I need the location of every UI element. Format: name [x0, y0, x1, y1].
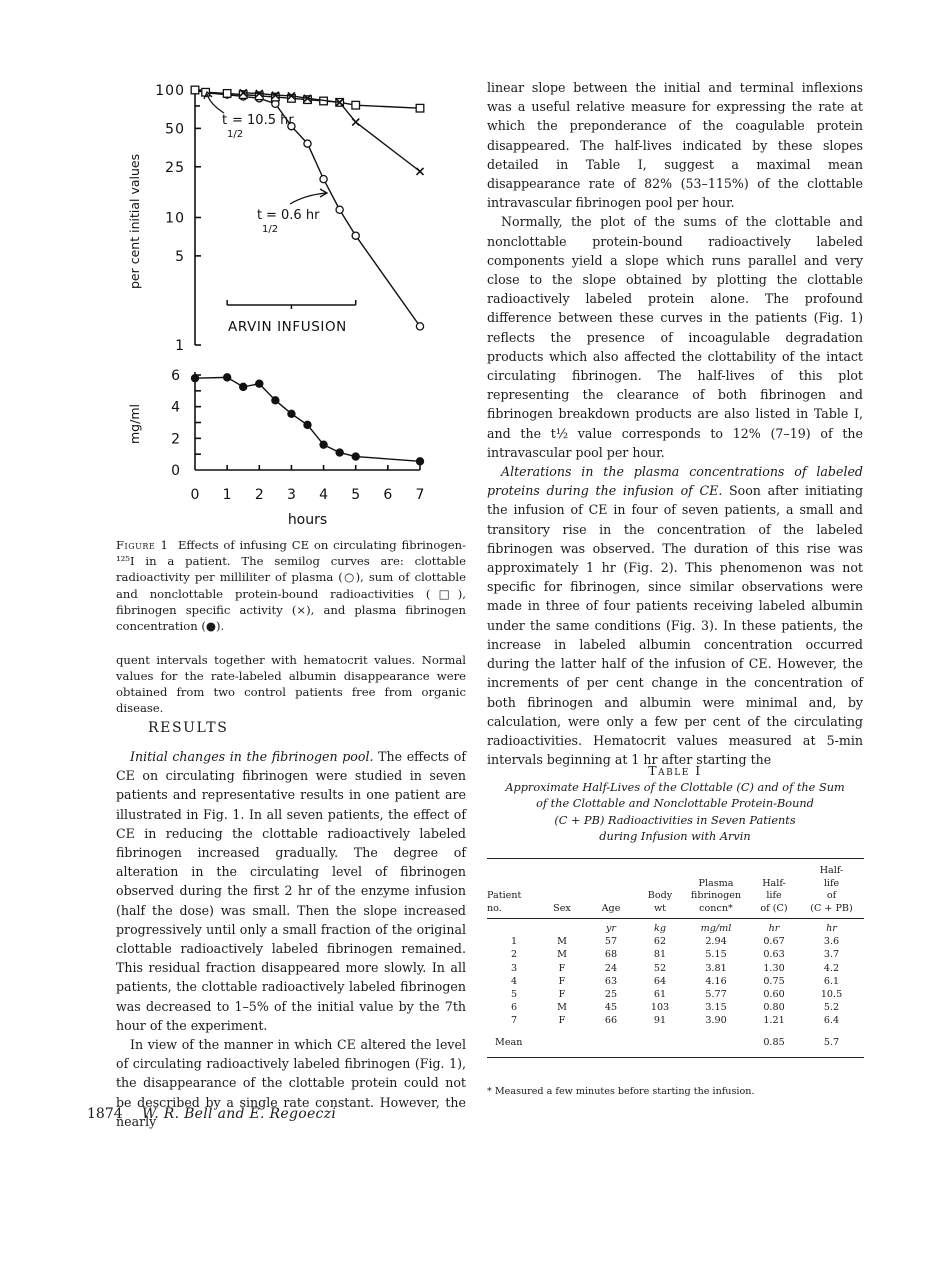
- table-cell: 81: [653, 949, 667, 961]
- data-point-x: [417, 168, 424, 175]
- data-point-square: [223, 90, 231, 98]
- table-cell: 0.80: [763, 1002, 785, 1014]
- running-authors: W. R. Bell and E. Regoeczi: [142, 1106, 337, 1122]
- table-body: [487, 919, 864, 1058]
- data-point-filled-circle: [303, 421, 311, 429]
- data-point-filled-circle: [255, 380, 263, 388]
- table-cell: F: [558, 1015, 566, 1027]
- right-para-1: linear slope between the initial and terminal inflexions was a useful relative measure for expressing the rate at which the preponderance of the coagulable protein disappeared. The half-lives indicated by these slopes detailed in Table I, suggest a maximal mean disappearance rate of 82% (53–115%) of the clottable intravascular fibrinogen pool per hour.: [487, 80, 863, 211]
- left-para-2: In view of the manner in which CE altered the level of circulating radioactively labeled fibrinogen (Fig. 1), the disappearance of the clottable protein could not be described by a single rate constant. However, the nearly: [116, 1037, 466, 1129]
- table-caption-line: during Infusion with Arvin: [599, 830, 751, 844]
- bottom-panel: [127, 368, 424, 528]
- table-cell: 24: [604, 962, 618, 974]
- table-caption-line: (C + PB) Radioactivities in Seven Patients: [554, 813, 796, 827]
- table-row: [487, 935, 864, 948]
- table-cell: 3.15: [705, 1002, 727, 1014]
- left-para-1: [116, 747, 466, 1035]
- arrow-icon: [290, 193, 326, 204]
- table-cell: 3.6: [823, 936, 840, 948]
- x-tick-label: 6: [383, 487, 393, 503]
- table-cell: 5.7: [799, 1028, 864, 1058]
- table-cell: 66: [604, 1015, 618, 1027]
- table-cell: 6.1: [823, 975, 840, 987]
- table-row: [487, 975, 864, 988]
- col-header-sex: Sex: [539, 859, 585, 919]
- table-cell: 103: [650, 1002, 670, 1014]
- table-row: [487, 988, 864, 1001]
- table-cell: 5.2: [823, 1002, 840, 1014]
- unit-cell: [539, 919, 585, 936]
- table-cell: 4: [511, 975, 518, 987]
- unit-cell: mg/ml: [700, 923, 732, 934]
- table-title: Table I: [648, 763, 702, 778]
- table-units-row: [487, 919, 864, 936]
- y-tick-label: 100: [155, 83, 185, 99]
- table-cell: 0.67: [763, 936, 785, 948]
- table-cell: M: [557, 1002, 567, 1014]
- table-cell: 0.75: [763, 975, 785, 987]
- y-tick-label: 2: [171, 431, 180, 448]
- series-line: [195, 377, 420, 461]
- data-point-filled-circle: [223, 373, 231, 381]
- arvin-infusion-label: ARVIN INFUSION: [228, 319, 347, 335]
- annotation-value: = 10.5 hr: [232, 113, 294, 128]
- table-cell: 63: [604, 975, 618, 987]
- table-cell: 4.2: [823, 962, 840, 974]
- table-cell: F: [558, 989, 566, 1001]
- col-header-half-life-cpb: Half- life of (C + PB): [799, 859, 864, 919]
- half-lives-table: [487, 858, 864, 1058]
- table-cell: 7: [511, 1015, 518, 1027]
- table-cell: 0.63: [763, 949, 785, 961]
- data-point-filled-circle: [191, 374, 199, 382]
- table-cell: 3.7: [823, 949, 840, 961]
- annotation-value: = 0.6 hr: [266, 208, 320, 223]
- table-cell: 1.21: [763, 1015, 785, 1027]
- y-tick-label: 4: [171, 399, 180, 416]
- table-cell: 25: [604, 989, 618, 1001]
- col-header-half-life-c: Half- life of (C): [749, 859, 799, 919]
- data-point-filled-circle: [416, 457, 424, 465]
- table-cell: 3.90: [705, 1015, 727, 1027]
- table-header-row: [487, 859, 864, 919]
- annotation-subscript: 1/2: [262, 224, 279, 235]
- data-point-filled-circle: [287, 410, 295, 418]
- results-heading: RESULTS: [148, 720, 229, 736]
- table-caption-line: of the Clottable and Nonclottable Protein-Bound: [536, 797, 814, 811]
- data-point-circle: [336, 206, 343, 213]
- data-point-filled-circle: [335, 448, 343, 456]
- table-cell: 52: [653, 962, 667, 974]
- table-cell: 0.60: [763, 989, 785, 1001]
- table-mean-row: [487, 1028, 864, 1058]
- table-row: [487, 1001, 864, 1014]
- right-para-3: [487, 462, 863, 769]
- y-tick-label: 6: [171, 368, 180, 384]
- col-header-plasma-fibrinogen: Plasma fibrinogen concn*: [683, 859, 749, 919]
- table-cell: Mean: [487, 1028, 539, 1058]
- table-row: [487, 1014, 864, 1027]
- data-point-filled-circle: [239, 383, 247, 391]
- data-point-square: [352, 101, 360, 109]
- y-tick-label: 25: [165, 159, 185, 176]
- table-cell: 2.94: [705, 936, 727, 948]
- table-cell: 0.85: [749, 1028, 799, 1058]
- table-cell: 3.81: [705, 962, 727, 974]
- x-tick-label: 5: [351, 487, 361, 503]
- data-point-filled-circle: [271, 396, 279, 404]
- table-cell: 1: [511, 936, 518, 948]
- data-point-circle: [304, 140, 311, 147]
- right-para-3-lead: Alterations in the plasma concentrations of labeled proteins during the infusion of CE.: [487, 464, 863, 499]
- y-tick-label: 1: [175, 338, 185, 354]
- table-cell: 5: [511, 989, 518, 1001]
- table-cell: M: [557, 936, 567, 948]
- x-tick-label: 0: [190, 487, 200, 503]
- bottom-y-axis-label: mg/ml: [127, 404, 142, 444]
- table-cell: F: [558, 962, 566, 974]
- x-tick-label: 1: [222, 487, 232, 503]
- unit-cell: [487, 919, 539, 936]
- table-cell: 3: [511, 962, 518, 974]
- y-tick-label: 50: [165, 121, 185, 138]
- col-header-patient: Patient no.: [487, 859, 539, 919]
- left-column-body: [116, 747, 466, 1131]
- data-point-circle: [416, 323, 423, 330]
- table-caption: [487, 780, 863, 846]
- table-cell: 45: [604, 1002, 618, 1014]
- table-cell: 91: [653, 1015, 667, 1027]
- table-cell: 6: [511, 1002, 518, 1014]
- col-header-body-wt: Body wt: [637, 859, 683, 919]
- series-line: [243, 93, 420, 172]
- annotation-subscript: 1/2: [227, 129, 244, 140]
- table-cell: 5.77: [705, 989, 727, 1001]
- table-cell: 57: [604, 936, 618, 948]
- table-cell: M: [557, 949, 567, 961]
- col-header-age: Age: [585, 859, 637, 919]
- x-tick-label: 7: [415, 487, 425, 503]
- table-cell: 64: [653, 975, 667, 987]
- left-para-1-body: The effects of CE on circulating fibrinogen were studied in seven patients and representative results in one patient are illustrated in Fig. 1. In all seven patients, the effect of CE in reducing the clottable radioactively labeled fibrinogen increased gradually. The degree of alteration in the circulating level of fibrinogen observed during the first 2 hr of the enzyme infusion (half the dose) was small. Then the slope increased progressively until only a small fraction of the original clottable radioactively labeled fibrinogen remained. This residual fraction disappeared more slowly. In all patients, the clottable radioactively labeled fibrinogen was decreased to 1–5% of the initial value by the 7th hour of the experiment.: [116, 749, 466, 1033]
- y-tick-label: 5: [175, 248, 185, 265]
- unit-cell: hr: [826, 923, 837, 934]
- data-point-x: [352, 119, 359, 126]
- data-point-circle: [320, 176, 327, 183]
- figure-caption-text: Effects of infusing CE on circulating fibrinogen-¹²⁵I in a patient. The semilog curves are: clottable radioactivity per milliliter of plasma (○), sum of clottable and nonclottable protein-bound radioactivities (□), fibrinogen specific activity (×), and plasma fibrinogen concentration (●).: [116, 538, 467, 634]
- x-tick-label: 4: [319, 487, 329, 503]
- arrow-icon: [207, 94, 224, 113]
- table-cell: 6.4: [823, 1015, 840, 1027]
- y-tick-label: 10: [165, 210, 185, 227]
- half-life-annotation-10-5: [204, 92, 294, 140]
- unit-cell: yr: [605, 923, 616, 934]
- table-cell: 61: [653, 989, 667, 1001]
- y-tick-label: 0: [171, 463, 180, 479]
- data-point-square: [191, 86, 199, 94]
- table-cell: 2: [511, 949, 518, 961]
- top-y-axis-label: per cent initial values: [127, 153, 142, 289]
- left-para-1-lead: Initial changes in the fibrinogen pool.: [130, 749, 374, 764]
- x-tick-label: 2: [254, 487, 264, 503]
- data-point-filled-circle: [352, 452, 360, 460]
- table-cell: 62: [653, 936, 667, 948]
- table-cell: 5.15: [705, 949, 727, 961]
- table-footnote: * Measured a few minutes before starting the infusion.: [487, 1085, 755, 1097]
- table-cell: F: [558, 975, 566, 987]
- data-point-square: [304, 96, 312, 104]
- table-caption-line: Approximate Half-Lives of the Clottable (C) and of the Sum: [505, 781, 845, 794]
- table-cell: 68: [604, 949, 618, 961]
- half-life-annotation-0-6: [257, 189, 327, 235]
- table-header-block: [487, 763, 863, 846]
- left-para-intro: quent intervals together with hematocrit values. Normal values for the rate-labeled albumin disappearance were obtained from two control patients free from organic disease.: [116, 653, 466, 715]
- table-cell: [585, 1028, 637, 1058]
- figure-1-chart: [0, 0, 470, 530]
- table-cell: 4.16: [705, 975, 727, 987]
- unit-cell: kg: [654, 923, 666, 934]
- arvin-infusion-bracket: [227, 300, 356, 335]
- page-footer: [87, 1106, 336, 1122]
- annotation-t: t: [222, 113, 228, 128]
- right-para-2: Normally, the plot of the sums of the clottable and nonclottable protein-bound radioactively labeled components yield a slope which runs parallel and very close to the slope obtained by plotting the clottable radioactively labeled protein alone. The profound difference between these curves in the patients (Fig. 1) reflects the presence of incoagulable degradation products which also affected the clottability of the intact circulating fibrinogen. The half-lives of this plot representing the clearance of both fibrinogen and fibrinogen breakdown products are also listed in Table I, and the t½ value corresponds to 12% (7–19) of the intravascular pool per hour.: [487, 214, 863, 460]
- top-panel: [127, 83, 424, 354]
- data-point-filled-circle: [319, 440, 327, 448]
- figure-caption: [116, 537, 466, 634]
- unit-cell: hr: [768, 923, 780, 934]
- data-point-square: [416, 104, 424, 112]
- table-cell: 1.30: [763, 962, 785, 974]
- table-cell: [683, 1028, 749, 1058]
- data-point-circle: [352, 232, 359, 239]
- table-cell: [637, 1028, 683, 1058]
- x-axis-label: hours: [287, 512, 328, 528]
- table-row: [487, 948, 864, 961]
- right-para-3-body: Soon after initiating the infusion of CE in four of seven patients, a small and transitory rise in the concentration of the labeled fibrinogen was observed. The duration of this rise was approximately 1 hr (Fig. 2). This phenomenon was not specific for fibrinogen, since similar observations were made in three of four patients receiving labeled albumin under the same conditions (Fig. 3). In these patients, the increase in labeled albumin concentration occurred during the latter half of the infusion of CE. However, the increments of per cent change in the concentration of both fibrinogen and albumin were minimal and, by calculation, were only a few per cent of the circulating radioactivities. Hematocrit values measured at 5-min intervals beginning at 1 hr after starting the: [487, 483, 863, 768]
- x-tick-label: 3: [286, 487, 296, 503]
- figure-caption-label: Figure 1: [116, 538, 169, 552]
- table-cell: 10.5: [820, 989, 843, 1001]
- table-row: [487, 962, 864, 975]
- annotation-t: t: [257, 208, 263, 223]
- page-number: 1874: [87, 1106, 123, 1122]
- table-cell: [539, 1028, 585, 1058]
- right-column-body: [487, 78, 863, 769]
